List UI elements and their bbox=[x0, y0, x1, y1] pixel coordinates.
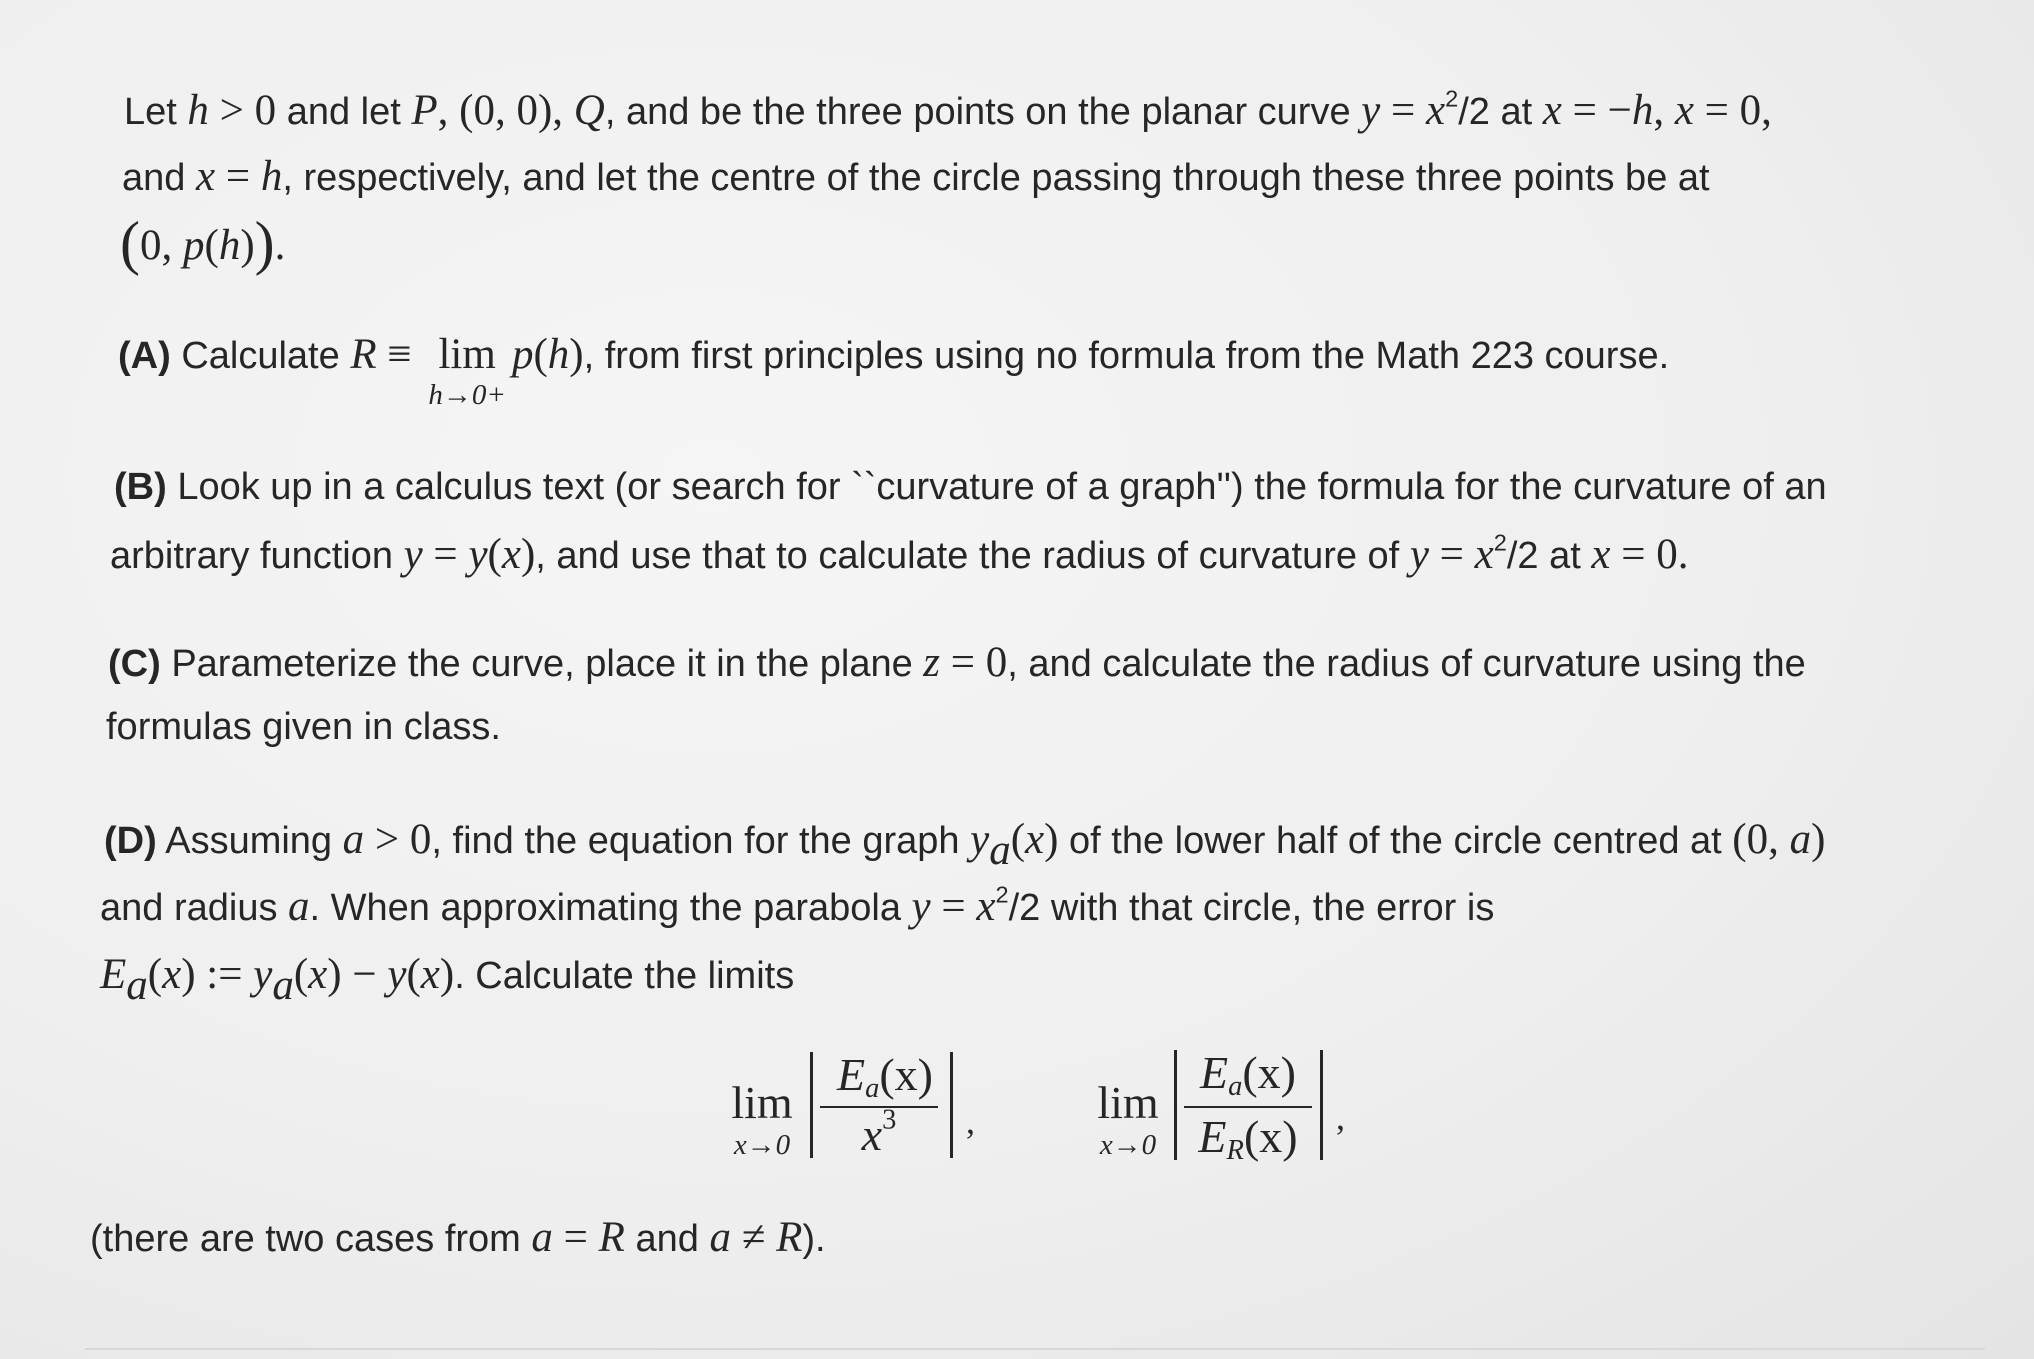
abs-bar-right bbox=[1320, 1050, 1323, 1160]
intro-line-1 bbox=[124, 86, 1772, 137]
math-var: x bbox=[501, 531, 521, 578]
math-var: h bbox=[1631, 87, 1654, 134]
math-text: = 0. bbox=[1610, 531, 1689, 578]
den-sub: R bbox=[1226, 1135, 1244, 1167]
abs-bar-left bbox=[1174, 1050, 1177, 1160]
num-rest: (x) bbox=[1242, 1047, 1296, 1098]
math-text: ≠ bbox=[730, 1214, 777, 1261]
exponent: 2 bbox=[1493, 529, 1507, 556]
math-text: ( bbox=[533, 331, 548, 378]
math-var: x bbox=[1674, 87, 1694, 134]
subscript: a bbox=[272, 961, 294, 1009]
den-rest: (x) bbox=[1243, 1111, 1298, 1162]
math-var: E bbox=[100, 951, 127, 998]
math-text: ) bbox=[1811, 816, 1826, 863]
num-E: E bbox=[836, 1049, 866, 1100]
math-text: ( bbox=[204, 222, 219, 269]
part-text: , and use that to calculate the radius of curvature of bbox=[535, 535, 1410, 577]
math-text: = bbox=[1380, 87, 1427, 134]
math-var: y bbox=[253, 951, 273, 998]
part-text: /2 with that circle, the error is bbox=[1008, 887, 1495, 929]
fraction-denominator bbox=[1184, 1110, 1312, 1167]
math-var: a bbox=[288, 883, 310, 930]
num-E: E bbox=[1199, 1047, 1229, 1098]
math-var: x bbox=[976, 883, 996, 930]
bottom-divider bbox=[85, 1348, 1985, 1350]
math-var: p bbox=[182, 222, 205, 269]
fraction-bar bbox=[1184, 1106, 1312, 1108]
math-var: x bbox=[420, 951, 440, 998]
part-text: /2 at bbox=[1506, 535, 1592, 577]
math-var: x bbox=[162, 951, 182, 998]
intro-text: /2 at bbox=[1458, 91, 1543, 133]
math-text: ) bbox=[181, 951, 196, 998]
part-b-line-2 bbox=[110, 530, 1688, 581]
comma: , bbox=[1336, 1097, 1345, 1137]
math-text: , (0, 0), bbox=[437, 87, 574, 134]
math-text: (0, bbox=[1732, 816, 1790, 863]
math-var: p bbox=[511, 331, 534, 378]
intro-text: and bbox=[122, 157, 196, 199]
math-var: h bbox=[218, 222, 241, 269]
fraction-denominator bbox=[820, 1104, 938, 1161]
part-label: (D) bbox=[104, 820, 157, 862]
fraction-numerator bbox=[1184, 1046, 1312, 1103]
math-var: x bbox=[1426, 87, 1446, 134]
math-var: x bbox=[308, 951, 328, 998]
math-text: 0, bbox=[139, 222, 183, 269]
math-var: h bbox=[187, 87, 209, 134]
intro-line-2 bbox=[122, 152, 1710, 203]
math-text: := bbox=[195, 951, 254, 998]
math-var: y bbox=[1409, 531, 1429, 578]
intro-text: , and be the three points on the planar curve bbox=[604, 91, 1362, 133]
part-label: (A) bbox=[118, 335, 171, 377]
part-text: Look up in a calculus text (or search for ``curvature of a graph'') the formula for the curvature of an bbox=[166, 466, 1827, 508]
math-text: ( bbox=[293, 951, 309, 998]
closing-text: (there are two cases from bbox=[90, 1218, 532, 1260]
num-rest: (x) bbox=[879, 1049, 933, 1100]
math-var: Q bbox=[573, 87, 605, 134]
math-text: ( bbox=[1010, 816, 1026, 863]
part-d-line-1 bbox=[104, 815, 1826, 874]
math-var: x bbox=[1542, 87, 1562, 134]
part-b-line-1 bbox=[114, 462, 1827, 512]
part-text: . When approximating the parabola bbox=[309, 887, 912, 929]
part-text: and radius bbox=[100, 887, 289, 929]
math-text: ≡ bbox=[376, 331, 423, 378]
part-c-line-2 bbox=[106, 702, 501, 752]
math-text: ) bbox=[439, 951, 455, 998]
math-var: R bbox=[776, 1214, 803, 1261]
math-text: ) bbox=[569, 331, 584, 378]
math-var: R bbox=[598, 1214, 625, 1261]
part-text: , from first principles using no formula from the Math 223 course. bbox=[583, 335, 1670, 377]
math-var: h bbox=[547, 331, 570, 378]
math-text: > 0 bbox=[208, 87, 277, 134]
math-var: a bbox=[1789, 816, 1812, 863]
display-limit-1 bbox=[722, 1078, 802, 1162]
lim-subscript: x→0 bbox=[733, 1129, 791, 1161]
math-text: ( bbox=[147, 951, 163, 998]
math-text: = bbox=[422, 531, 469, 578]
subscript: a bbox=[989, 826, 1011, 874]
den-x: x bbox=[861, 1109, 883, 1160]
closing-line bbox=[90, 1213, 826, 1264]
intro-text: Let bbox=[124, 91, 188, 133]
lim-text: lim bbox=[731, 1077, 793, 1128]
abs-bar-left bbox=[810, 1052, 813, 1158]
part-label: (C) bbox=[108, 643, 161, 685]
math-text: ( bbox=[487, 531, 502, 578]
math-var: z bbox=[923, 639, 941, 686]
part-text: Calculate bbox=[170, 335, 351, 377]
math-text: = bbox=[215, 153, 261, 200]
part-text: , and calculate the radius of curvature using the bbox=[1007, 643, 1806, 685]
den-sup: 3 bbox=[882, 1104, 897, 1136]
part-label: (B) bbox=[114, 466, 167, 508]
part-text: of the lower half of the circle centred at bbox=[1058, 820, 1733, 862]
part-d-line-3 bbox=[100, 950, 795, 1009]
math-text: ) bbox=[327, 951, 342, 998]
part-text: . Calculate the limits bbox=[454, 955, 795, 997]
part-text: Parameterize the curve, place it in the plane bbox=[160, 643, 924, 685]
subscript: a bbox=[126, 961, 148, 1009]
intro-line-3 bbox=[120, 210, 286, 276]
math-var: x bbox=[1591, 531, 1611, 578]
intro-text: , respectively, and let the centre of the circle passing through these three points be at bbox=[282, 157, 1710, 199]
math-text: ( bbox=[406, 951, 421, 998]
math-var: P bbox=[411, 87, 438, 134]
part-text: , find the equation for the graph bbox=[431, 820, 971, 862]
math-var: y bbox=[911, 883, 931, 930]
part-a bbox=[118, 330, 1669, 410]
exponent: 2 bbox=[1445, 85, 1459, 112]
intro-text: and let bbox=[276, 91, 412, 133]
lim-subscript: x→0 bbox=[1099, 1129, 1157, 1161]
math-var: a bbox=[531, 1214, 553, 1261]
closing-text: and bbox=[624, 1218, 710, 1260]
num-sub: a bbox=[865, 1073, 880, 1105]
math-text: = − bbox=[1561, 87, 1632, 134]
math-var: x bbox=[1474, 531, 1494, 578]
math-var: x bbox=[1025, 816, 1045, 863]
math-text: = 0, bbox=[1693, 87, 1772, 134]
math-text: = bbox=[552, 1214, 599, 1261]
math-var: y bbox=[1361, 87, 1381, 134]
math-text: , bbox=[1653, 87, 1675, 134]
part-text: arbitrary function bbox=[110, 535, 404, 577]
math-text: ) bbox=[1044, 816, 1059, 863]
math-paren: ) bbox=[254, 210, 275, 276]
math-var: y bbox=[387, 951, 407, 998]
lim-subscript: h→0+ bbox=[428, 379, 506, 411]
den-E: E bbox=[1198, 1111, 1227, 1162]
part-d-line-2 bbox=[100, 882, 1494, 933]
lim-text: lim bbox=[438, 331, 496, 378]
math-var: a bbox=[342, 816, 365, 863]
math-text: . bbox=[274, 222, 286, 269]
math-text: = bbox=[1428, 531, 1475, 578]
part-c-line-1 bbox=[108, 638, 1806, 689]
math-var: R bbox=[350, 331, 377, 378]
math-text: > 0 bbox=[364, 816, 432, 863]
num-sub: a bbox=[1228, 1071, 1243, 1103]
math-var: h bbox=[260, 153, 283, 200]
abs-bar-right bbox=[950, 1052, 953, 1158]
closing-text: ). bbox=[802, 1218, 826, 1260]
display-limit-2 bbox=[1088, 1078, 1168, 1162]
math-text: − bbox=[341, 951, 388, 998]
math-text: ) bbox=[240, 222, 255, 269]
math-var: y bbox=[468, 531, 488, 578]
math-text: = 0 bbox=[940, 639, 1008, 686]
math-var: x bbox=[195, 153, 216, 200]
fraction-numerator bbox=[820, 1048, 950, 1105]
exponent: 2 bbox=[995, 881, 1009, 908]
limit-operator bbox=[428, 330, 506, 410]
part-text: formulas given in class. bbox=[106, 706, 501, 748]
math-text: = bbox=[930, 883, 977, 930]
math-paren: ( bbox=[120, 210, 140, 276]
math-var: y bbox=[970, 816, 990, 863]
math-text: ) bbox=[520, 531, 536, 578]
lim-text: lim bbox=[1097, 1077, 1159, 1128]
math-var: a bbox=[709, 1214, 731, 1261]
comma: , bbox=[966, 1101, 975, 1141]
math-var: y bbox=[403, 531, 423, 578]
part-text: Assuming bbox=[156, 820, 343, 862]
